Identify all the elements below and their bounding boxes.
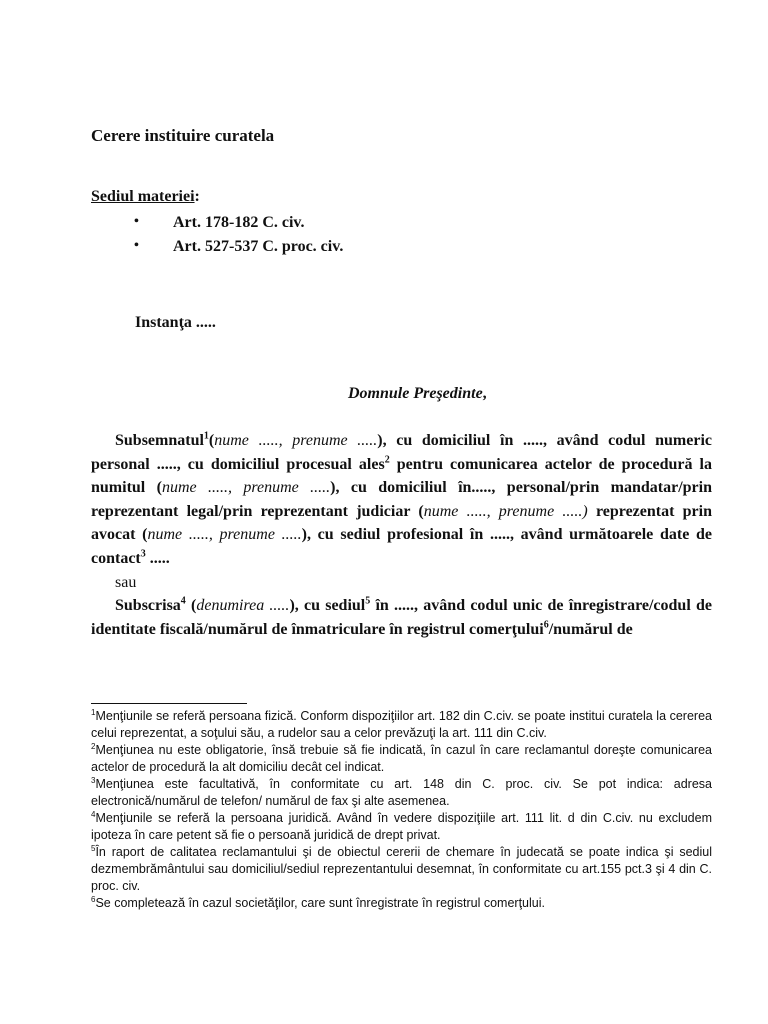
sediul-materiei-label: Sediul materiei — [91, 188, 195, 205]
text-run: reprezentat prin avocat ( — [91, 502, 713, 544]
footnote-number: 4 — [91, 809, 96, 819]
text-run: ..... — [145, 549, 170, 567]
placeholder-name: nume ....., prenume ..... — [214, 432, 378, 449]
footnote-number: 6 — [91, 894, 96, 904]
text-run: ), cu domiciliul în ....., având codul numeric personal ....., cu domiciliul procesual ales — [91, 432, 712, 473]
text-run: ), cu domiciliul în....., personal/prin mandatar/prin reprezentant legal/prin reprezentant judiciar ( — [91, 479, 712, 520]
text-run: în ....., având codul unic de înregistrare/codul de identitate fiscală/numărul de înmatriculare în registrul comerţului — [91, 597, 713, 638]
footnote-ref: 3 — [140, 548, 146, 560]
placeholder-name: nume ....., prenume ..... — [147, 526, 302, 544]
placeholder-name: nume ....., prenume ..... — [161, 479, 331, 497]
footnote-ref: 4 — [180, 595, 186, 607]
subject-label: Subsemnatul — [115, 432, 204, 449]
footnote — [91, 742, 712, 776]
footnote — [91, 708, 712, 742]
footnote-ref: 5 — [365, 595, 371, 607]
footnote-text: Menţiunea nu este obligatorie, însă trebuie să fie indicată, în cazul în care reclamantul doreşte comunicarea actelor de procedură la alt domiciliu decât cel indicat. — [91, 743, 712, 774]
footnote-text: Se completează în cazul societăţilor, care sunt înregistrate în registrul comerţului. — [95, 896, 545, 910]
text-run: ), cu sediul profesional în ....., având următoarele date de contact — [91, 526, 713, 567]
text-run: ), cu sediul — [289, 597, 366, 615]
text-run: ( — [185, 597, 197, 615]
footnote-text: Menţiunea este facultativă, în conformitate cu art. 148 din C. proc. civ. Se pot indica: adresa electronică/numărul de telefon/ numărul de fax şi alte asemenea. — [91, 777, 712, 808]
subject-label: Subscrisa — [115, 597, 181, 615]
sediul-materiei-heading — [91, 188, 200, 206]
footnote-text: Menţiunile se referă persoana fizică. Conform dispoziţiilor art. 182 din C.civ. se poate institui curatela la cererea celui reprezentat, a soţului său, a rudelor sau a celor prevăzuţi la art. 111 din C.civ. — [91, 709, 712, 740]
footnote-ref: 2 — [384, 454, 390, 466]
document-title: Cerere instituire curatela — [91, 126, 275, 145]
footnote-text: Menţiunile se referă la persoana juridică. Având în vedere dispoziţiile art. 111 lit. d din C.civ. nu excludem ipoteza în care petent să fie o persoană juridică de drept privat. — [91, 811, 712, 842]
court-field: Instanţa ..... — [135, 314, 216, 331]
footnotes — [91, 708, 712, 912]
greeting-text: Domnule Preşedinte — [348, 385, 483, 402]
paragraph-legal-entity — [91, 594, 712, 641]
text-run: pentru comunicarea actelor de procedură la numitul ( — [91, 455, 712, 497]
paragraph-natural-person — [91, 429, 712, 571]
footnote — [91, 810, 712, 844]
document-body — [91, 429, 712, 641]
greeting — [348, 385, 487, 403]
footnote-number: 2 — [91, 741, 96, 751]
footnote-number: 1 — [91, 707, 96, 717]
footnote — [91, 776, 712, 810]
text-run: ( — [208, 432, 215, 449]
greeting-punctuation: , — [482, 385, 487, 402]
footnote — [91, 895, 712, 912]
alternative-separator: sau — [115, 573, 137, 591]
footnote-separator — [91, 703, 247, 704]
footnote-number: 3 — [91, 775, 96, 785]
bullet-icon: • — [134, 238, 139, 253]
placeholder-name: nume ....., prenume .....) — [423, 502, 588, 520]
article-reference: Art. 178-182 C. civ. — [173, 214, 305, 231]
footnote — [91, 844, 712, 895]
footnote-ref: 6 — [543, 619, 549, 631]
article-reference: Art. 527-537 C. proc. civ. — [173, 238, 344, 255]
footnote-ref: 1 — [203, 430, 209, 442]
placeholder-name: denumirea ..... — [196, 597, 290, 615]
bullet-icon: • — [134, 214, 139, 229]
footnote-text: În raport de calitatea reclamantului şi de obiectul cererii de chemare în judecată se poate indica şi sediul dezmembrământului sau domiciliul/sediul reprezentantului desemnat, în conformitate cu art.155 pct.3 şi 4 din C. proc. civ. — [91, 845, 712, 893]
sediul-materiei-colon: : — [194, 188, 200, 205]
footnote-number: 5 — [91, 843, 96, 853]
text-run: /numărul de — [548, 620, 633, 638]
